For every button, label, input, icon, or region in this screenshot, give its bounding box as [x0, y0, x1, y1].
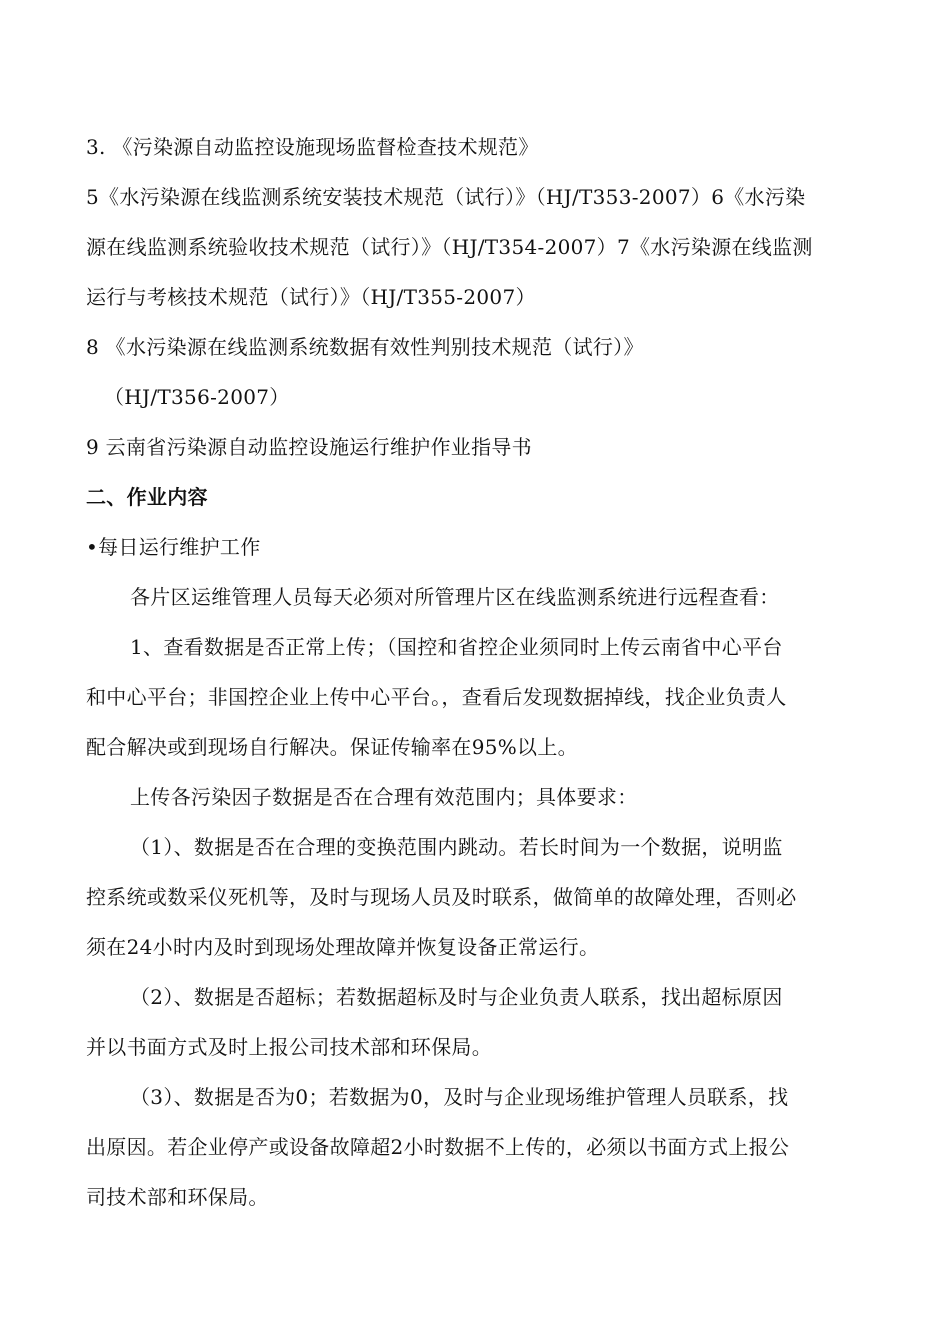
- reference-item-3: 3. 《污染源自动监控设施现场监督检查技术规范》: [86, 135, 539, 159]
- paragraph-item-1-line-1: 1、查看数据是否正常上传；（国控和省控企业须同时上传云南省中心平台: [130, 635, 783, 659]
- paragraph-sub-3-line-2: 出原因。若企业停产或设备故障超2小时数据不上传的，必须以书面方式上报公: [86, 1135, 790, 1159]
- reference-item-8-code: （HJ/T356-2007）: [104, 385, 290, 409]
- reference-item-8: 8 《水污染源在线监测系统数据有效性判别技术规范（试行）》: [86, 335, 644, 359]
- reference-items-5-6: 5《水污染源在线监测系统安装技术规范（试行）》（HJ/T353-2007）6《水污染: [86, 185, 806, 209]
- paragraph-sub-2-line-2: 并以书面方式及时上报公司技术部和环保局。: [86, 1035, 492, 1059]
- reference-item-7-end: 运行与考核技术规范（试行）》（HJ/T355-2007）: [86, 285, 536, 309]
- paragraph-sub-1-line-1: （1）、数据是否在合理的变换范围内跳动。若长时间为一个数据，说明监: [130, 835, 783, 859]
- section-heading: 二、作业内容: [86, 485, 208, 509]
- paragraph-sub-2-line-1: （2）、数据是否超标；若数据超标及时与企业负责人联系，找出超标原因: [130, 985, 783, 1009]
- paragraph-intro: 各片区运维管理人员每天必须对所管理片区在线监测系统进行远程查看：: [130, 585, 780, 609]
- paragraph-item-1-line-2: 和中心平台；非国控企业上传中心平台。，查看后发现数据掉线，找企业负责人: [86, 685, 787, 709]
- paragraph-sub-1-line-3: 须在24小时内及时到现场处理故障并恢复设备正常运行。: [86, 935, 600, 959]
- paragraph-sub-3-line-1: （3）、数据是否为0；若数据为0，及时与企业现场维护管理人员联系，找: [130, 1085, 789, 1109]
- paragraph-sub-1-line-2: 控系统或数采仪死机等，及时与现场人员及时联系，做简单的故障处理，否则必: [86, 885, 797, 909]
- reference-items-6-7: 源在线监测系统验收技术规范（试行）》（HJ/T354-2007）7《水污染源在线监测: [86, 235, 813, 259]
- paragraph-sub-3-line-3: 司技术部和环保局。: [86, 1185, 269, 1209]
- reference-item-9: 9 云南省污染源自动监控设施运行维护作业指导书: [86, 435, 532, 459]
- bullet-daily-maintenance: •每日运行维护工作: [86, 535, 261, 559]
- paragraph-requirements: 上传各污染因子数据是否在合理有效范围内；具体要求：: [130, 785, 638, 809]
- paragraph-item-1-line-3: 配合解决或到现场自行解决。保证传输率在95%以上。: [86, 735, 578, 759]
